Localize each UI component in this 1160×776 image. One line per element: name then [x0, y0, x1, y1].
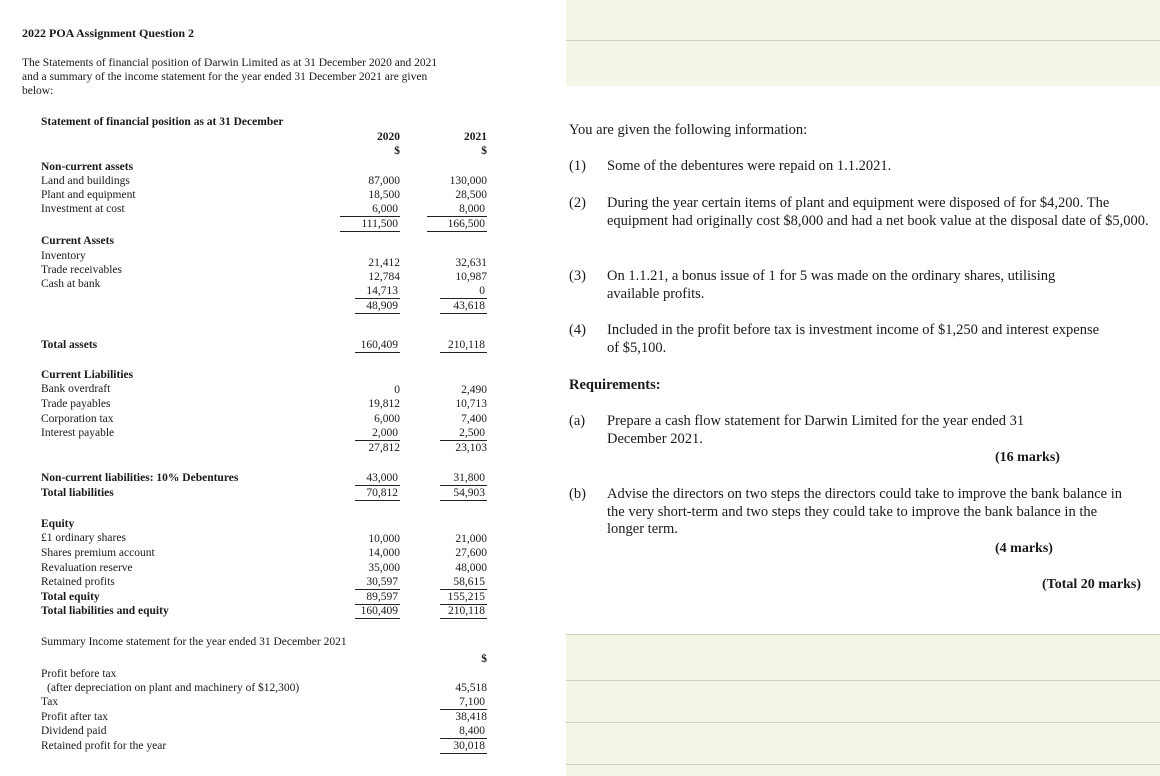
value-2020: 18,500 [368, 189, 400, 201]
rule-line [566, 680, 1160, 681]
req-text: Advise the directors on two steps the directors could take to improve the bank balance in the very short-term and two steps they could take to improve the bank balance in the longer term. [607, 486, 1123, 537]
row-label: Trade payables [41, 398, 111, 410]
section-heading-ncassets: Non-current assets [41, 161, 134, 173]
total-liabilities-label: Total liabilities [41, 487, 114, 499]
row-label: £1 ordinary shares [41, 532, 126, 544]
row-label: Land and buildings [41, 175, 130, 187]
info-item-number: (4) [569, 322, 586, 338]
value-2021: 28,500 [455, 189, 487, 201]
value-2020: 30,597 [355, 575, 400, 590]
total-marks: (Total 20 marks) [1042, 577, 1142, 592]
value-2021: 32,631 [455, 257, 487, 269]
income-heading: Summary Income statement for the year ended 31 December 2021 [41, 636, 347, 648]
col-year-2021: 2021 [464, 131, 487, 143]
dividend-value: 8,400 [440, 724, 487, 739]
debentures-label: Non-current liabilities: 10% Debentures [41, 472, 239, 484]
value-2020: 0 [394, 384, 400, 396]
value-2021: 21,000 [455, 533, 487, 545]
value-2020: 14,000 [368, 547, 400, 559]
pbt-sub-label: (after depreciation on plant and machinery of $12,300) [47, 682, 300, 694]
row-label: Investment at cost [41, 203, 125, 215]
income-unit: $ [481, 653, 487, 665]
requirements-heading: Requirements: [569, 377, 661, 393]
subtotal-2021: 23,103 [455, 442, 487, 454]
total-le-2020: 160,409 [355, 604, 400, 619]
total-assets-2020: 160,409 [355, 338, 400, 353]
pbt-label: Profit before tax [41, 668, 117, 680]
req-marks: (16 marks) [995, 450, 1060, 465]
value-2021: 10,987 [455, 271, 487, 283]
value-2020: 6,000 [374, 413, 400, 425]
tax-label: Tax [41, 696, 59, 708]
value-2021: 7,400 [461, 413, 487, 425]
value-2021: 2,500 [440, 426, 487, 441]
value-2020: 19,812 [368, 398, 400, 410]
req-number: (b) [569, 486, 586, 502]
sfp-heading: Statement of financial position as at 31 December [41, 116, 284, 128]
value-2020: 35,000 [368, 562, 400, 574]
total-liabilities-2021: 54,903 [440, 486, 487, 501]
req-text: Prepare a cash flow statement for Darwin Limited for the year ended 31 December 2021. [607, 413, 1025, 447]
value-2021: 27,600 [455, 547, 487, 559]
section-heading-equity: Equity [41, 518, 75, 530]
value-2021: 2,490 [461, 384, 487, 396]
row-label: Plant and equipment [41, 189, 136, 201]
total-assets-label: Total assets [41, 339, 98, 351]
value-2020: 87,000 [368, 175, 400, 187]
value-2020: 2,000 [355, 426, 400, 441]
subtotal-2020: 48,909 [355, 299, 400, 314]
intro-line-2: and a summary of the income statement for the year ended 31 December 2021 are given [22, 71, 428, 83]
row-label: Cash at bank [41, 278, 101, 290]
req-marks: (4 marks) [995, 541, 1053, 556]
col-unit-2021: $ [481, 145, 487, 157]
pat-label: Profit after tax [41, 711, 109, 723]
total-equity-label: Total equity [41, 591, 100, 603]
subtotal-2021: 43,618 [440, 299, 487, 314]
rule-line [566, 764, 1160, 765]
intro-line-1: The Statements of financial position of Darwin Limited as at 31 December 2020 and 2021 [22, 57, 438, 69]
subtotal-2020: 111,500 [340, 217, 400, 232]
row-label: Shares premium account [41, 547, 155, 559]
col-year-2020: 2020 [377, 131, 400, 143]
subtotal-2021: 166,500 [427, 217, 487, 232]
info-item-text: During the year certain items of plant and equipment were disposed of for $4,200. The equipment had originally cost $8,000 and had a net book value at the disposal date of $5,000. [607, 195, 1149, 229]
value-2021: 58,615 [440, 575, 487, 590]
total-le-label: Total liabilities and equity [41, 605, 169, 617]
info-item-text: On 1.1.21, a bonus issue of 1 for 5 was made on the ordinary shares, utilising available profits. [607, 268, 1056, 302]
subtotal-2020: 27,812 [368, 442, 400, 454]
total-liabilities-2020: 70,812 [355, 486, 400, 501]
row-label: Interest payable [41, 427, 115, 439]
req-number: (a) [569, 413, 586, 429]
value-2021: 10,713 [455, 398, 487, 410]
intro-line-3: below: [22, 85, 54, 97]
value-2020: 21,412 [368, 257, 400, 269]
row-label: Revaluation reserve [41, 562, 133, 574]
info-item-number: (3) [569, 268, 586, 284]
value-2021: 48,000 [455, 562, 487, 574]
row-label: Trade receivables [41, 264, 122, 276]
retained-label: Retained profit for the year [41, 740, 167, 752]
total-equity-2020: 89,597 [355, 590, 400, 605]
total-equity-2021: 155,215 [440, 590, 487, 605]
value-2021: 0 [440, 284, 487, 299]
value-2020: 10,000 [368, 533, 400, 545]
retained-value: 30,018 [440, 739, 487, 754]
value-2020: 6,000 [340, 202, 400, 217]
total-le-2021: 210,118 [440, 604, 487, 619]
row-label: Bank overdraft [41, 383, 111, 395]
info-item-text: Included in the profit before tax is investment income of $1,250 and interest expense of $5,100. [607, 322, 1100, 356]
row-label: Inventory [41, 250, 86, 262]
rule-line [566, 40, 1160, 41]
pat-value: 38,418 [455, 711, 487, 723]
debentures-2020: 43,000 [355, 471, 400, 486]
row-label: Retained profits [41, 576, 115, 588]
pbt-value: 45,518 [455, 682, 487, 694]
row-label: Corporation tax [41, 413, 114, 425]
debentures-2021: 31,800 [440, 471, 487, 486]
tax-value: 7,100 [440, 695, 487, 710]
info-intro: You are given the following information: [569, 122, 808, 138]
info-item-text: Some of the debentures were repaid on 1.1.2021. [607, 158, 892, 174]
section-heading-cassets: Current Assets [41, 235, 114, 247]
value-2021: 8,000 [427, 202, 487, 217]
section-heading-cliab: Current Liabilities [41, 369, 134, 381]
info-item-number: (1) [569, 158, 586, 174]
rule-line [566, 634, 1160, 635]
rule-line [566, 722, 1160, 723]
value-2020: 14,713 [355, 284, 400, 299]
dividend-label: Dividend paid [41, 725, 107, 737]
value-2020: 12,784 [368, 271, 400, 283]
doc-title: 2022 POA Assignment Question 2 [22, 26, 195, 40]
col-unit-2020: $ [394, 145, 400, 157]
info-item-number: (2) [569, 195, 586, 211]
value-2021: 130,000 [449, 175, 487, 187]
total-assets-2021: 210,118 [440, 338, 487, 353]
